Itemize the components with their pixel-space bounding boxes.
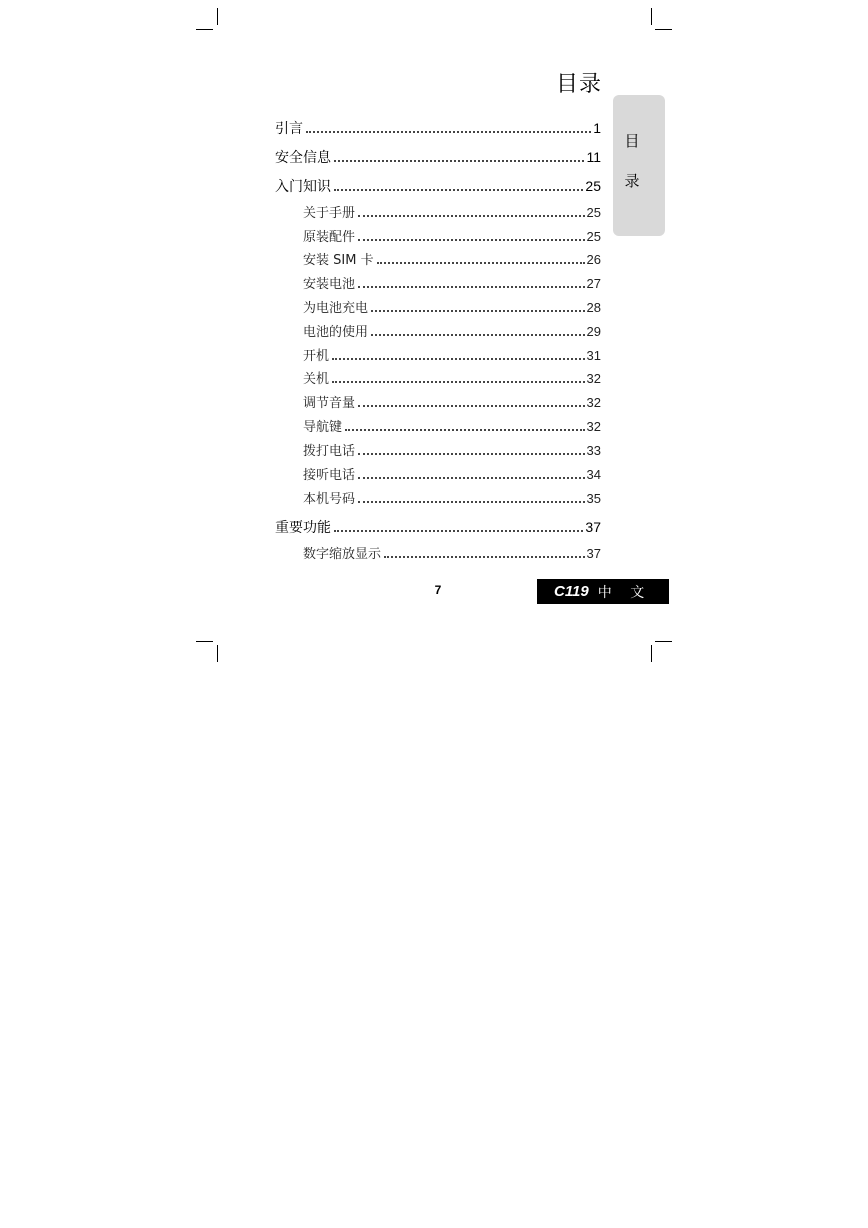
toc-entry-title: 调节音量: [303, 396, 356, 411]
toc-entry-page: 37: [585, 519, 601, 535]
page-number: 7: [434, 583, 442, 597]
toc-entry[interactable]: [275, 118, 601, 138]
dot-leader: [358, 501, 585, 503]
dot-leader: [334, 189, 583, 191]
toc-entry-title: 关机: [303, 372, 330, 387]
dot-leader: [358, 215, 585, 217]
language-label: 中 文: [597, 584, 652, 601]
crop-mark: [655, 641, 672, 642]
dot-leader: [332, 381, 585, 383]
dot-leader: [358, 477, 585, 479]
toc-entry-page: 32: [586, 395, 601, 410]
dot-leader: [358, 239, 585, 241]
page-title: 目录: [555, 72, 602, 97]
crop-mark: [217, 645, 218, 662]
toc-entry-page: 35: [586, 491, 601, 506]
model-name: C119: [554, 583, 589, 600]
toc-entry-title: 电池的使用: [303, 325, 369, 340]
toc-entry[interactable]: [275, 176, 601, 196]
toc-entry-title: 为电池充电: [303, 301, 369, 316]
toc-entry-title: 安装 SIM 卡: [303, 253, 374, 268]
dot-leader: [384, 556, 585, 558]
toc-entry[interactable]: [303, 321, 601, 340]
toc-entry-title: 拨打电话: [303, 444, 356, 459]
toc-entry[interactable]: [303, 440, 601, 459]
toc-entry[interactable]: [303, 249, 601, 268]
dot-leader: [358, 405, 585, 407]
dot-leader: [306, 131, 591, 133]
toc-entry-title: 安装电池: [303, 277, 356, 292]
toc-entry-page: 32: [586, 419, 601, 434]
toc-entry[interactable]: [303, 226, 601, 245]
side-tab-char: 录: [624, 172, 640, 190]
toc-entry-title: 开机: [303, 349, 330, 364]
dot-leader: [334, 160, 584, 162]
toc-entry-page: 25: [585, 178, 601, 194]
toc-entry-page: 25: [586, 205, 601, 220]
side-tab-char: 目: [624, 132, 640, 150]
toc-entry-page: 1: [593, 120, 601, 136]
toc-entry[interactable]: [275, 517, 601, 537]
toc-entry-title: 数字缩放显示: [303, 547, 382, 562]
dot-leader: [371, 334, 585, 336]
dot-leader: [358, 286, 585, 288]
toc-entry-page: 31: [586, 348, 601, 363]
model-label: [537, 579, 669, 604]
toc-entry[interactable]: [303, 488, 601, 507]
toc-entry-title: 原装配件: [303, 230, 356, 245]
dot-leader: [345, 429, 585, 431]
toc-entry[interactable]: [303, 368, 601, 387]
toc-entry-title: 接听电话: [303, 468, 356, 483]
crop-mark: [196, 641, 213, 642]
dot-leader: [334, 530, 583, 532]
toc-entry[interactable]: [303, 416, 601, 435]
toc-entry[interactable]: [303, 392, 601, 411]
toc-entry-page: 27: [586, 276, 601, 291]
toc-entry-title: 引言: [275, 121, 303, 137]
toc-entry-title: 入门知识: [275, 179, 331, 195]
toc-entry[interactable]: [303, 202, 601, 221]
toc-entry[interactable]: [303, 543, 601, 562]
toc-entry-page: 29: [586, 324, 601, 339]
toc-entry-page: 25: [586, 229, 601, 244]
toc-entry-page: 11: [586, 149, 601, 165]
toc-entry-title: 安全信息: [275, 150, 331, 166]
dot-leader: [377, 262, 585, 264]
toc-entry-title: 重要功能: [275, 520, 331, 536]
toc-entry-page: 26: [586, 252, 601, 267]
toc-entry[interactable]: [303, 273, 601, 292]
toc-entry[interactable]: [275, 147, 601, 167]
toc-entry-page: 32: [586, 371, 601, 386]
crop-mark: [651, 645, 652, 662]
toc-entry-title: 导航键: [303, 420, 343, 435]
dot-leader: [371, 310, 585, 312]
toc-entry[interactable]: [303, 345, 601, 364]
toc-entry[interactable]: [303, 297, 601, 316]
dot-leader: [332, 358, 585, 360]
toc-entry-page: 33: [586, 443, 601, 458]
toc-entry-title: 关于手册: [303, 206, 356, 221]
toc-entry-page: 28: [586, 300, 601, 315]
toc-entry-page: 37: [586, 546, 601, 561]
toc-entry[interactable]: [303, 464, 601, 483]
toc-entry-title: 本机号码: [303, 492, 356, 507]
table-of-contents: [0, 0, 868, 580]
dot-leader: [358, 453, 585, 455]
toc-entry-page: 34: [586, 467, 601, 482]
